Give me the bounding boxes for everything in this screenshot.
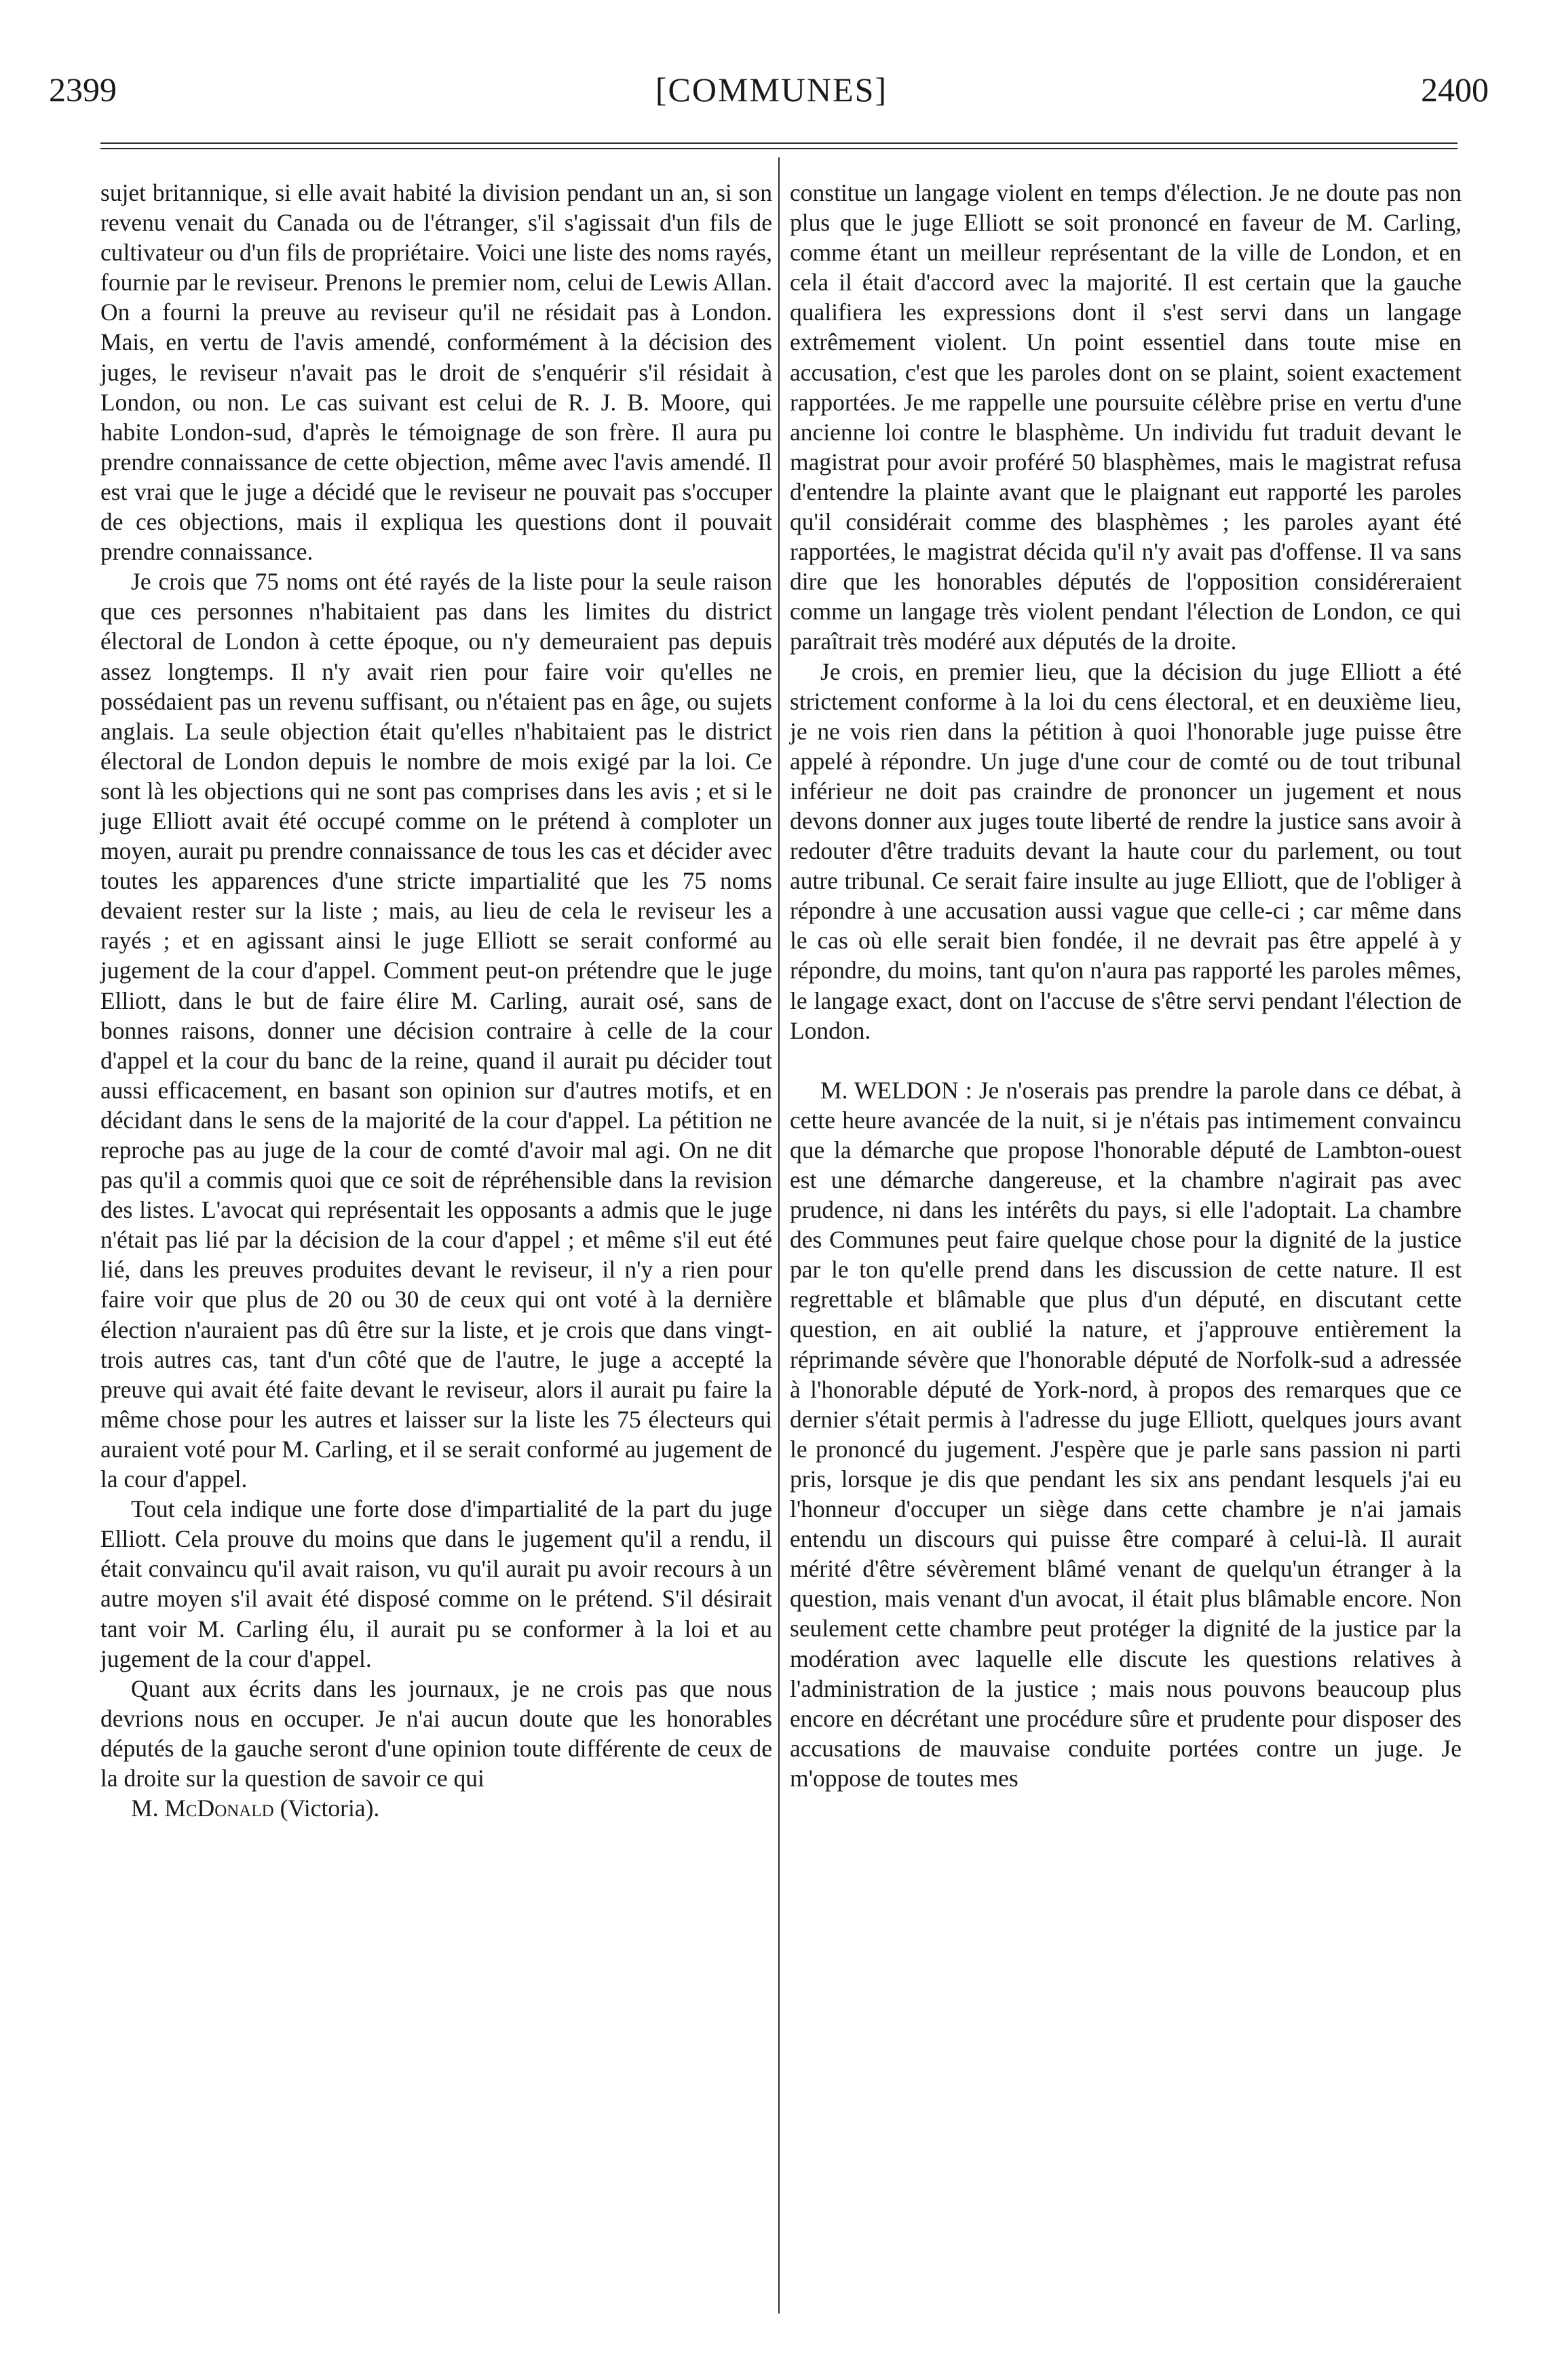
right-column [790, 178, 1462, 1793]
page-number-right: 2400 [1421, 71, 1489, 109]
header-rule-bottom [100, 148, 1458, 149]
left-paragraph-3: Tout cela indique une forte dose d'impartialité de la part du juge Elliott. Cela prouve du moins que dans le jugement qu'il a rendu, il était convaincu qu'il avait raison, vu qu'il aurait pu avoir recours à un autre moyen s'il avait été disposé comme on le prétend. S'il désirait tant voir M. Carling élu, il aurait pu se conformer à la loi et au jugement de la cour d'appel. [100, 1495, 772, 1672]
speaker-riding: (Victoria). [280, 1794, 380, 1822]
running-title: [COMMUNES] [655, 71, 888, 109]
left-paragraph-1: sujet britannique, si elle avait habité la division pendant un an, si son revenu venait du Canada ou de l'étranger, s'il s'agissait d'un fils de cultivateur ou d'un fils de propriétaire. Voici une liste des noms rayés, fournie par le reviseur. Prenons le premier nom, celui de Lewis Allan. On a fourni la preuve au reviseur qu'il ne résidait pas à London. Mais, en vertu de l'avis amendé, conformément à la décision des juges, le reviseur n'avait pas le droit de s'enquérir s'il résidait à London, ou non. Le cas suivant est celui de R. J. B. Moore, qui habite London-sud, d'après le témoignage de son frère. Il aura pu prendre connaissance de cette objection, même avec l'avis amendé. Il est vrai que le juge a décidé que le reviseur ne pouvait pas s'occuper de ces objections, mais il expliqua les questions dont il pouvait prendre connaissance. [100, 179, 772, 566]
speaker-name-weldon: M. WELDON : [820, 1076, 972, 1104]
page-header [0, 62, 1543, 117]
column-divider [778, 157, 780, 2314]
weldon-speech-text: Je n'oserais pas prendre la parole dans ce débat, à cette heure avancée de la nuit, si je n'étais pas intimement convaincu que la démarche que propose l'honorable député de Lambton-ouest est une démarche dangereuse, et la chambre n'agirait pas avec prudence, ni dans les intérêts du pays, si elle l'adoptait. La chambre des Communes peut faire quelque chose pour la dignité de la justice par le ton qu'elle prend dans les discussion de cette nature. Il est regrettable et blâmable que plus d'un député, en discutant cette question, en ait oublié la nature, et j'approuve entièrement la réprimande sévère que l'honorable député de Norfolk-sud a adressée à l'honorable député de York-nord, à propos des remarques que ce dernier s'était permis à l'adresse du juge Elliott, quelques jours avant le prononcé du jugement. J'espère que je parle sans passion ni parti pris, lorsque je dis que pendant les six ans pendant lesquels j'ai eu l'honneur d'occuper un siège dans cette chambre je n'ai jamais entendu un discours qui puisse être comparé à celui-là. Il aurait mérité d'être sévèrement blâmé venant de quelqu'un étranger à la question, mais venant d'un avocat, il était plus blâmable encore. Non seulement cette chambre peut protéger la dignité de la justice par la modération avec laquelle elle discute les questions relatives à l'administration de la justice ; mais nous pouvons beaucoup plus encore en décrétant une procédure sûre et prudente pour disposer des accusations de mauvaise conduite portées contre un juge. Je m'oppose de toutes mes [790, 1076, 1462, 1792]
speaker-name: M. McDonald [131, 1794, 274, 1822]
left-paragraph-4: Quant aux écrits dans les journaux, je ne crois pas que nous devrions nous en occuper. Je n'ai aucun doute que les honorables députés de la gauche seront d'une opinion toute différente de ceux de la droite sur la question de savoir ce qui [100, 1674, 772, 1792]
page-number-left: 2399 [49, 71, 117, 109]
left-column [100, 178, 772, 1823]
right-paragraph-2: Je crois, en premier lieu, que la décision du juge Elliott a été strictement conforme à la loi du cens électoral, et en deuxième lieu, je ne vois rien dans la pétition à quoi l'honorable juge puisse être appelé à répondre. Un juge d'une cour de comté ou de tout tribunal inférieur ne doit pas craindre de prononcer un jugement et nous devons donner aux juges toute liberté de rendre la justice sans avoir à redouter d'être traduits devant la haute cour du parlement, ou tout autre tribunal. Ce serait faire insulte au juge Elliott, que de l'obliger à répondre à une accusation aussi vague que celle-ci ; car même dans le cas où elle serait bien fondée, il ne devrait pas être appelé à y répondre, du moins, tant qu'on n'aura pas rapporté les paroles mêmes, le langage exact, dont on l'accuse de s'être servi pendant l'élection de London. [790, 657, 1462, 1044]
weldon-speech [790, 1075, 1462, 1793]
right-paragraph-1: constitue un langage violent en temps d'élection. Je ne doute pas non plus que le juge Elliott se soit prononcé en faveur de M. Carling, comme étant un meilleur représentant de la ville de London, et en cela il était d'accord avec la majorité. Il est certain que la gauche qualifiera les expressions dont il s'est servi dans un langage extrêmement violent. Un point essentiel dans toute mise en accusation, c'est que les paroles dont on se plaint, soient exactement rapportées. Je me rappelle une poursuite célèbre prise en vertu d'une ancienne loi contre le blasphème. Un individu fut traduit devant le magistrat pour avoir proféré 50 blasphèmes, mais le magistrat refusa d'entendre la plainte avant que le plaignant eut rapporté les paroles qu'il considérait comme des blasphèmes ; les paroles ayant été rapportées, le magistrat décida qu'il n'y avait pas d'offense. Il va sans dire que les honorables députés de l'opposition considéreraient comme un langage très violent pendant l'élection de London, ce qui paraîtrait très modéré aux députés de la droite. [790, 179, 1462, 655]
header-rule-top [100, 142, 1458, 144]
left-paragraph-2: Je crois que 75 noms ont été rayés de la liste pour la seule raison que ces personnes n'habitaient pas dans les limites du district électoral de London à cette époque, ou n'y demeuraient pas depuis assez longtemps. Il n'y avait rien pour faire voir qu'elles ne possédaient pas un revenu suffisant, ou n'étaient pas en âge, ou sujets anglais. La seule objection était qu'elles n'habitaient pas le district électoral de London depuis le nombre de mois exigé par la loi. Ce sont là les objections qui ne sont pas comprises dans les avis ; et si le juge Elliott avait été occupé comme on le prétend à comploter un moyen, aurait pu prendre connaissance de tous les cas et décider avec toutes les apparences d'une stricte impartialité que les 75 noms devaient rester sur la liste ; mais, au lieu de cela le reviseur les a rayés ; et en agissant ainsi le juge Elliott se serait conformé au jugement de la cour d'appel. Comment peut-on prétendre que le juge Elliott, dans le but de faire élire M. Carling, aurait osé, sans de bonnes raisons, donner une décision contraire à celle de la cour d'appel et la cour du banc de la reine, quand il aurait pu décider tout aussi efficacement, en basant son opinion sur d'autres motifs, et en décidant dans le sens de la majorité de la cour d'appel. La pétition ne reproche pas au juge de la cour de comté d'avoir mal agi. On ne dit pas qu'il a commis quoi que ce soit de répréhensible dans la revision des listes. L'avocat qui représentait les opposants a admis que le juge n'était pas lié par la décision de la cour d'appel ; et même s'il eut été lié, dans les preuves produites devant le reviseur, il n'y a rien pour faire voir que plus de 20 ou 30 de ceux qui ont voté à la dernière élection n'auraient pas dû être sur la liste, et je crois que dans vingt-trois autres cas, tant d'un côté que de l'autre, le juge a accepté la preuve qui avait été faite devant le reviseur, alors il aurait pu faire la même chose pour les autres et laisser sur la liste les 75 électeurs qui auraient voté pour M. Carling, et il se serait conformé au jugement de la cour d'appel. [100, 568, 772, 1493]
speaker-line [100, 1793, 772, 1823]
